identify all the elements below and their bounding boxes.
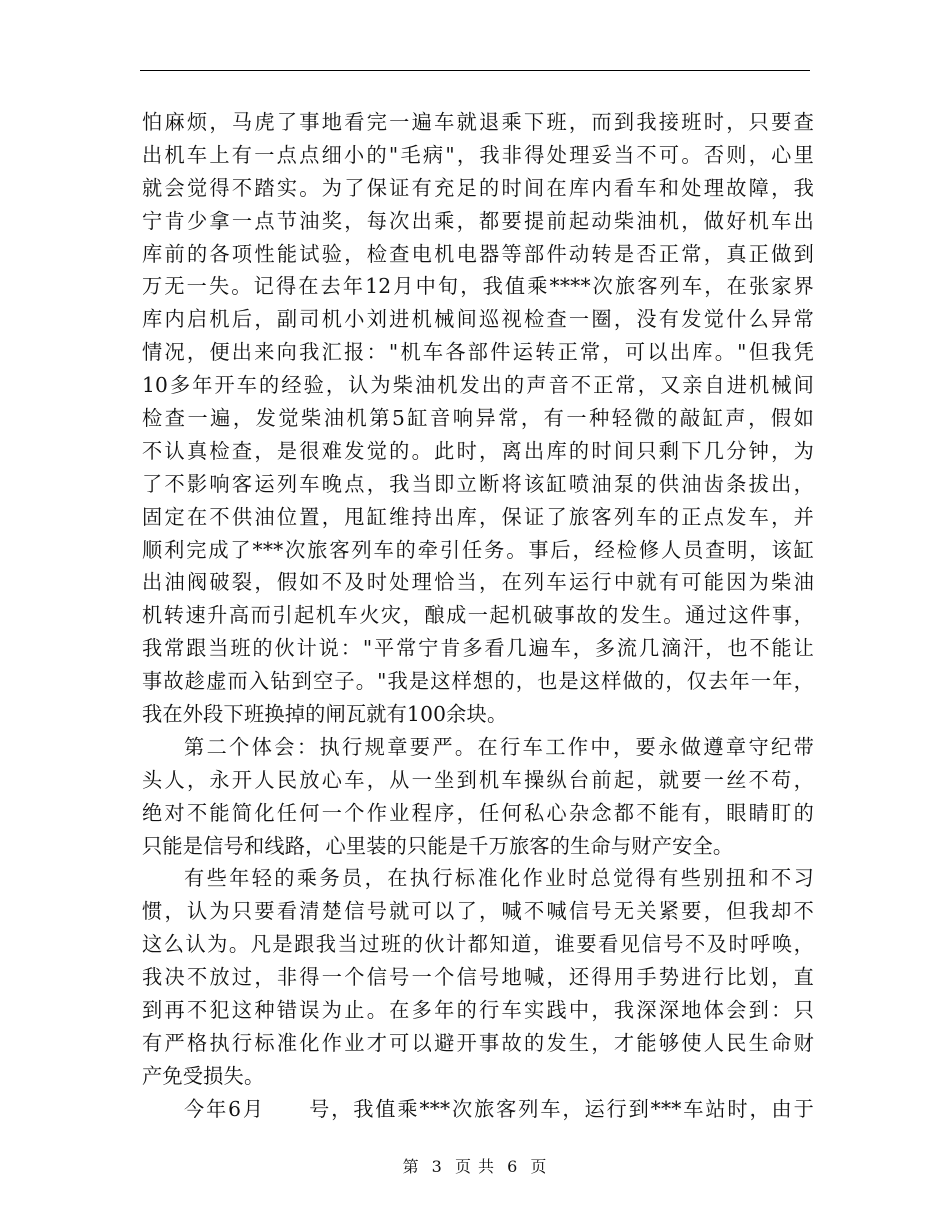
- current-page-number: 3: [431, 1157, 443, 1176]
- text-line: 事故趁虚而入钻到空子。"我是这样想的，也是这样做的，仅去年一年，: [142, 669, 814, 694]
- page-label-suffix: 页: [530, 1157, 548, 1176]
- text-line: 只能是信号和线路，心里装的只能是千万旅客的生命与财产安全。: [142, 833, 734, 858]
- text-line: 就会觉得不踏实。为了保证有充足的时间在库内看车和处理故障，我: [142, 175, 814, 200]
- body-text: [142, 106, 814, 1126]
- page-label-mid: 页 共: [454, 1157, 496, 1176]
- text-line: 库前的各项性能试验，检查电机电器等部件动转是否正常，真正做到: [142, 241, 814, 266]
- text-line: 了不影响客运列车晚点，我当即立断将该缸喷油泵的供油齿条拔出，: [142, 471, 814, 496]
- text-line: 10多年开车的经验，认为柴油机发出的声音不正常，又亲自进机械间: [142, 373, 814, 398]
- text-line: 怕麻烦，马虎了事地看完一遍车就退乘下班，而到我接班时，只要查: [142, 110, 814, 134]
- text-line: 固定在不供油位置，甩缸维持出库，保证了旅客列车的正点发车，并: [142, 504, 814, 529]
- page-footer: [0, 1154, 950, 1177]
- text-line: 顺利完成了***次旅客列车的牵引任务。事后，经检修人员查明，该缸: [142, 537, 814, 562]
- total-pages-number: 6: [507, 1157, 519, 1176]
- text-line: 机转速升高而引起机车火灾，酿成一起机破事故的发生。通过这件事，: [142, 603, 814, 628]
- text-line: 我常跟当班的伙计说："平常宁肯多看几遍车，多流几滴汗，也不能让: [142, 636, 814, 661]
- text-line: 有严格执行标准化作业才可以避开事故的发生，才能够使人民生命财: [142, 1030, 814, 1055]
- text-line: 情况，便出来向我汇报："机车各部件运转正常，可以出库。"但我凭: [142, 340, 814, 365]
- text-line: 我决不放过，非得一个信号一个信号地喊，还得用手势进行比划，直: [142, 965, 814, 990]
- text-line: 到再不犯这种错误为止。在多年的行车实践中，我深深地体会到：只: [142, 998, 814, 1023]
- paragraph-first-line: 第二个体会：执行规章要严。在行车工作中，要永做遵章守纪带: [184, 734, 814, 759]
- paragraph-first-line: 有些年轻的乘务员，在执行标准化作业时总觉得有些别扭和不习: [184, 866, 814, 891]
- text-line: 出机车上有一点点细小的"毛病"，我非得处理妥当不可。否则，心里: [142, 142, 814, 167]
- text-line: 不认真检查，是很难发觉的。此时，离出库的时间只剩下几分钟，为: [142, 438, 814, 463]
- text-line: 这么认为。凡是跟我当过班的伙计都知道，谁要看见信号不及时呼唤，: [142, 932, 814, 957]
- text-line: 库内启机后，副司机小刘进机械间巡视检查一圈，没有发觉什么异常: [142, 307, 814, 332]
- page-label-prefix: 第: [402, 1157, 420, 1176]
- text-line: 我在外段下班换掉的闸瓦就有100余块。: [142, 702, 508, 727]
- text-line: 绝对不能简化任何一个作业程序，任何私心杂念都不能有，眼睛盯的: [142, 800, 814, 825]
- text-line: 宁肯少拿一点节油奖，每次出乘，都要提前起动柴油机，做好机车出: [142, 208, 814, 233]
- text-line: 头人，永开人民放心车，从一坐到机车操纵台前起，就要一丝不苟，: [142, 767, 814, 792]
- text-line: 检查一遍，发觉柴油机第5缸音响异常，有一种轻微的敲缸声，假如: [142, 406, 814, 431]
- text-line: 产免受损失。: [142, 1063, 265, 1088]
- header-rule: [140, 70, 810, 71]
- text-line: 惯，认为只要看清楚信号就可以了，喊不喊信号无关紧要，但我却不: [142, 899, 814, 924]
- text-line: 出油阀破裂，假如不及时处理恰当，在列车运行中就有可能因为柴油: [142, 570, 814, 595]
- text-line: 万无一失。记得在去年12月中旬，我值乘****次旅客列车，在张家界: [142, 274, 814, 299]
- paragraph-first-line: 今年6月 号，我值乘***次旅客列车，运行到***车站时，由于: [184, 1096, 814, 1121]
